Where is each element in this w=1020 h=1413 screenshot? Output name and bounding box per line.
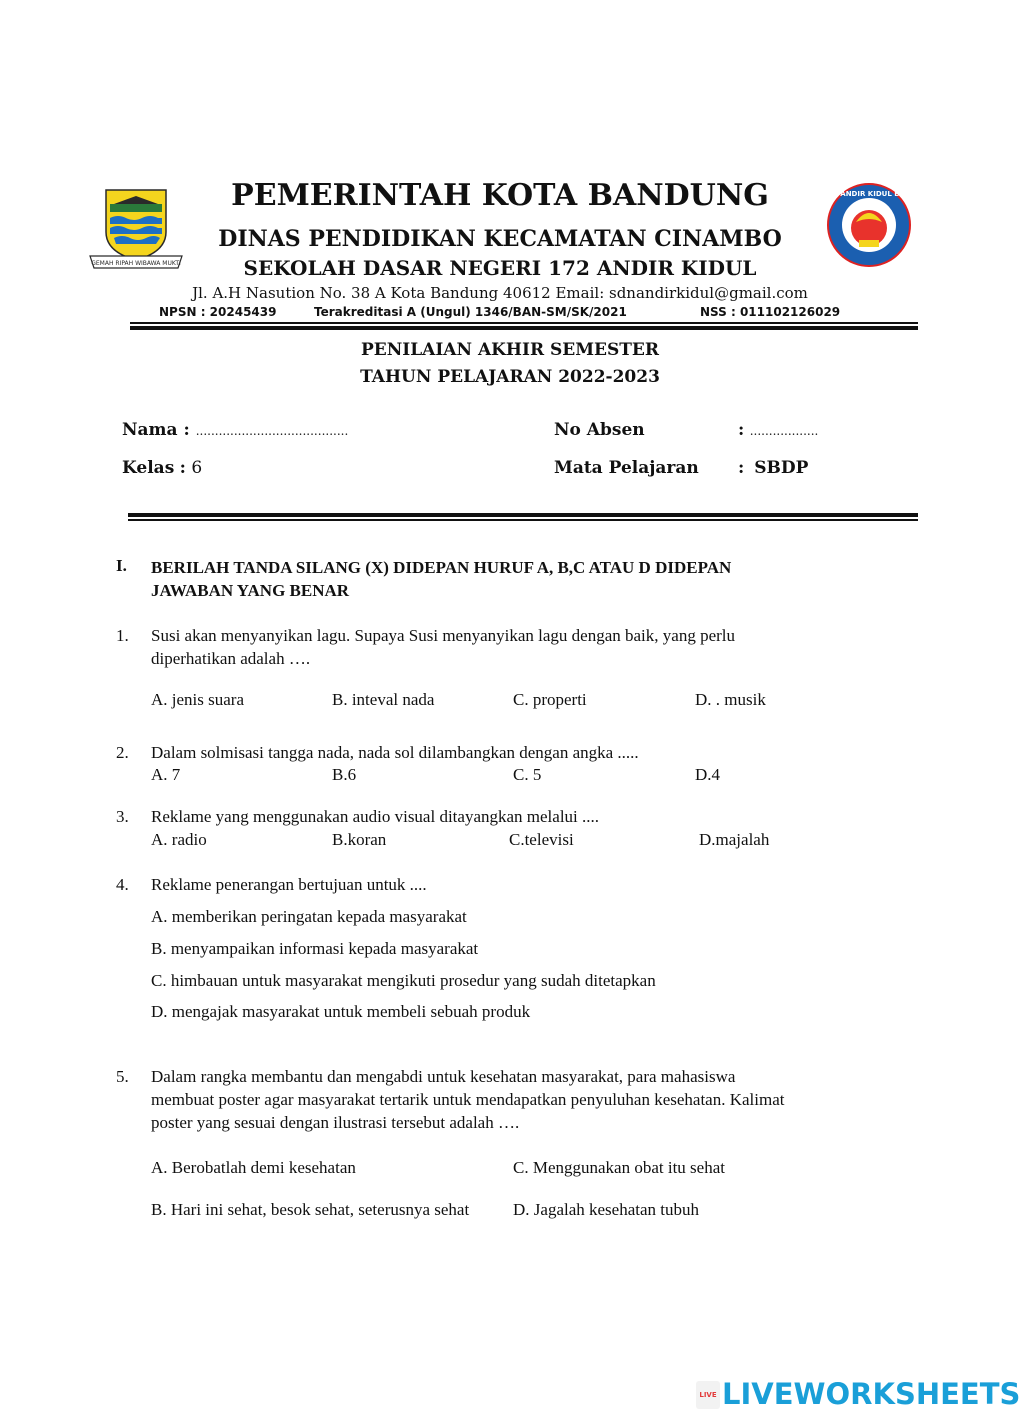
kelas-separator: : [179,458,186,478]
question-3-number: 3. [116,807,129,826]
question-2-text: Dalam solmisasi tangga nada, nada sol dilambangkan dengan angka ..... [151,743,639,762]
dinas-heading: DINAS PENDIDIKAN KECAMATAN CINAMBO [218,226,782,252]
question-4-option-b[interactable]: B. menyampaikan informasi kepada masyarakat [151,939,479,958]
nama-field [122,420,348,440]
question-4-option-d[interactable]: D. mengajak masyarakat untuk membeli sebuah produk [151,1002,531,1021]
badge-ring-text: SDN 172 ANDIR KIDUL BANDUNG [804,190,934,198]
section-instruction-line1: BERILAH TANDA SILANG (X) DIDEPAN HURUF A, B,C ATAU D DIDEPAN [151,558,732,577]
question-5-option-a[interactable]: A. Berobatlah demi kesehatan [151,1158,356,1177]
question-3-option-a[interactable]: A. radio [151,830,207,849]
nama-blank[interactable]: ........................................ [195,424,349,438]
liveworksheets-badge-text: LIVE [699,1391,717,1399]
question-1-option-d[interactable]: D. . musik [695,690,766,709]
kelas-value: 6 [191,458,203,478]
question-1-option-a[interactable]: A. jenis suara [151,690,245,709]
absen-separator: : [738,420,745,440]
question-1-option-b[interactable]: B. inteval nada [332,690,435,709]
question-5-number: 5. [116,1067,129,1086]
question-2-option-a[interactable]: A. 7 [151,765,181,784]
section-instruction-line2: JAWABAN YANG BENAR [151,581,350,600]
nss-text: NSS : 011102126029 [700,305,841,319]
school-heading: SEKOLAH DASAR NEGERI 172 ANDIR KIDUL [243,256,757,280]
question-2-option-d[interactable]: D.4 [695,765,721,784]
question-3-option-b[interactable]: B.koran [332,830,387,849]
kelas-field [122,458,202,478]
question-1-line1: Susi akan menyanyikan lagu. Supaya Susi menyanyikan lagu dengan baik, yang perlu [151,626,736,645]
liveworksheets-badge [696,1381,720,1409]
identity-rule-thin [128,519,918,521]
mapel-field [738,458,808,478]
accreditation-text: Terakreditasi A (Ungul) 1346/BAN-SM/SK/2021 [314,305,627,319]
government-heading: PEMERINTAH KOTA BANDUNG [231,178,769,213]
crest-motto: GEMAH RIPAH WIBAWA MUKTI [91,260,181,267]
question-5-line3: poster yang sesuai dengan ilustrasi tersebut adalah …. [151,1113,520,1132]
question-2-number: 2. [116,743,129,762]
question-4-option-a[interactable]: A. memberikan peringatan kepada masyarakat [151,907,467,926]
liveworksheets-wordmark: LIVEWORKSHEETS [722,1377,1020,1411]
question-4-option-c[interactable]: C. himbauan untuk masyarakat mengikuti prosedur yang sudah ditetapkan [151,971,656,990]
nama-separator: : [183,420,190,440]
nama-label: Nama [122,420,178,440]
mapel-value: SBDP [754,458,809,478]
exam-title: PENILAIAN AKHIR SEMESTER [360,340,660,360]
question-4-text: Reklame penerangan bertujuan untuk .... [151,875,427,894]
question-5-option-b[interactable]: B. Hari ini sehat, besok sehat, seterusnya sehat [151,1200,470,1219]
school-badge-logo [804,182,934,268]
absen-field [738,420,818,440]
mapel-separator: : [738,458,745,478]
section-number: I. [116,556,127,575]
question-5-text [151,1065,785,1134]
question-3-option-d[interactable]: D.majalah [699,830,770,849]
school-address: Jl. A.H Nasution No. 38 A Kota Bandung 40612 Email: sdnandirkidul@gmail.com [192,284,808,302]
question-5-line1: Dalam rangka membantu dan mengabdi untuk kesehatan masyarakat, para mahasiswa [151,1067,736,1086]
question-3-option-c[interactable]: C.televisi [509,830,574,849]
question-5-line2: membuat poster agar masyarakat tertarik untuk mendapatkan penyuluhan kesehatan. Kalimat [151,1090,785,1109]
absen-label: No Absen [554,420,645,440]
mapel-label: Mata Pelajaran [554,458,699,478]
npsn-text: NPSN : 20245439 [159,305,277,319]
absen-blank[interactable]: .................. [749,424,819,438]
kota-bandung-crest-logo [88,186,184,270]
header-rule-thick [130,326,918,330]
question-1-text [151,624,735,670]
question-2-option-c[interactable]: C. 5 [513,765,542,784]
question-2-option-b[interactable]: B.6 [332,765,357,784]
liveworksheets-watermark [696,1377,1020,1412]
kelas-label: Kelas [122,458,175,478]
question-4-number: 4. [116,875,129,894]
question-1-line2: diperhatikan adalah …. [151,649,311,668]
question-1-number: 1. [116,626,129,645]
question-1-option-c[interactable]: C. properti [513,690,587,709]
section-instruction [151,556,731,602]
exam-year: TAHUN PELAJARAN 2022-2023 [360,367,660,387]
question-3-text: Reklame yang menggunakan audio visual ditayangkan melalui .... [151,807,600,826]
question-5-option-d[interactable]: D. Jagalah kesehatan tubuh [513,1200,699,1219]
identity-rule-thick [128,513,918,517]
question-5-option-c[interactable]: C. Menggunakan obat itu sehat [513,1158,725,1177]
header-rule-thin [130,322,918,324]
